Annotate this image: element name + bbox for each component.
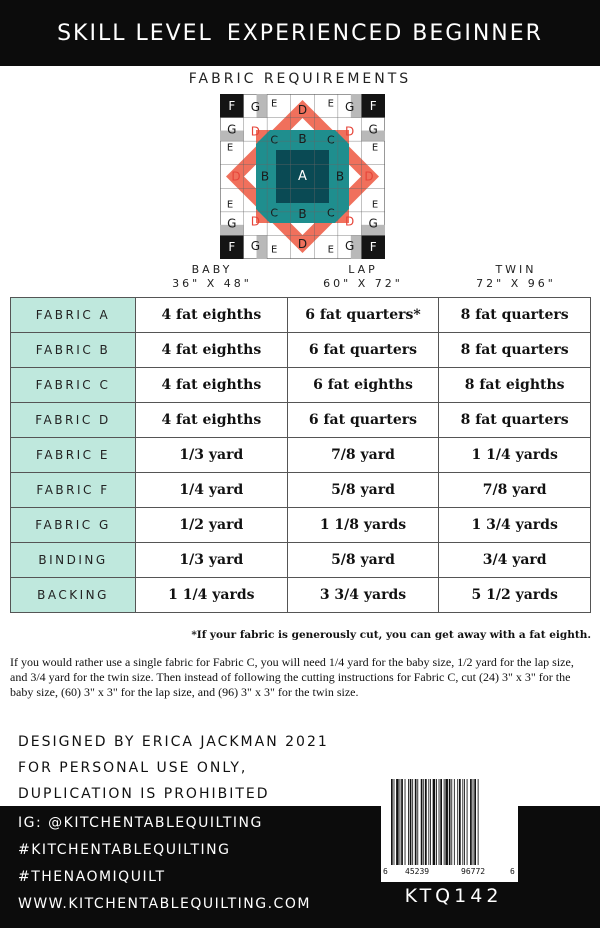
barcode-bar (412, 779, 413, 865)
amount-baby: 4 fat eighths (136, 333, 288, 368)
barcode-digit-left: 6 (383, 867, 388, 876)
quilt-label-g: G (227, 122, 237, 137)
fabric-label: BINDING (11, 543, 136, 578)
amount-twin: 8 fat quarters (439, 333, 591, 368)
barcode-bar (462, 779, 463, 865)
table-row (11, 438, 591, 473)
quilt-label-a: A (298, 169, 307, 184)
table-row (11, 333, 591, 368)
quilt-label-d: D (297, 103, 308, 117)
quilt-label-g: G (250, 239, 261, 254)
barcode-bar (430, 779, 431, 865)
amount-baby: 4 fat eighths (136, 298, 288, 333)
skill-level-banner (0, 0, 600, 66)
barcode-bar (391, 779, 393, 865)
barcode-bar (417, 779, 418, 865)
size-name: LAP (348, 263, 378, 276)
fabric-label: FABRIC D (11, 403, 136, 438)
size-header-twin (441, 263, 591, 291)
amount-lap: 5/8 yard (287, 543, 439, 578)
social-links (18, 810, 311, 918)
quilt-block-diagram (220, 94, 385, 259)
barcode-group-1: 45239 (405, 867, 430, 876)
size-name: TWIN (495, 263, 537, 276)
amount-lap: 6 fat quarters (287, 403, 439, 438)
barcode-bar (410, 779, 412, 865)
barcode-bar (421, 779, 423, 865)
amount-lap: 6 fat quarters* (287, 298, 439, 333)
amount-baby: 1/3 yard (136, 543, 288, 578)
barcode-bar (440, 779, 442, 865)
barcode-bar (470, 779, 472, 865)
barcode-bar (408, 779, 409, 865)
barcode-digit-right: 6 (510, 867, 515, 876)
amount-twin: 8 fat eighths (439, 368, 591, 403)
table-row (11, 543, 591, 578)
credits (18, 729, 329, 807)
fabric-label: FABRIC C (11, 368, 136, 403)
barcode-bar (457, 779, 458, 865)
quilt-label-e: E (226, 199, 234, 211)
product-sku: KTQ142 (404, 885, 503, 907)
fabric-requirements-title: FABRIC REQUIREMENTS (188, 71, 412, 87)
quilt-label-g: G (368, 216, 378, 231)
size-dims: 36" X 48" (172, 277, 252, 290)
quilt-label-b: B (298, 132, 307, 146)
barcode-bar (428, 779, 429, 865)
table-row (11, 473, 591, 508)
quilt-label-g: G (368, 122, 378, 137)
single-fabric-note: If you would rather use a single fabric for Fabric C, you will need 1/4 yard for the baby size, 1/2 yard for the lap size, and 3/4 yard for the twin size. Then instead of following the cutting instructions for Fabric C, cut (24) 3" x 3" for the baby size, (60) 3" x 3" for the lap size, and (96) 3" x 3" for the twin size. (10, 655, 574, 699)
quilt-label-f: F (228, 240, 236, 255)
barcode-bar (459, 779, 461, 865)
quilt-label-e: E (226, 142, 234, 154)
amount-twin: 5 1/2 yards (439, 578, 591, 613)
quilt-label-f: F (369, 98, 377, 113)
barcode-bar (415, 779, 417, 865)
fabric-label: FABRIC E (11, 438, 136, 473)
quilt-label-g: G (344, 239, 355, 254)
barcode-bar (473, 779, 474, 865)
barcode-bar (405, 779, 406, 865)
quilt-label-e: E (327, 244, 334, 256)
barcode-bar (425, 779, 427, 865)
barcode-bar (439, 779, 440, 865)
quilt-label-c: C (326, 206, 335, 220)
barcode-bar (451, 779, 452, 865)
amount-lap: 7/8 yard (287, 438, 439, 473)
barcode-bar (433, 779, 436, 865)
barcode-bar (449, 779, 451, 865)
barcode (381, 777, 518, 882)
barcode-bar (464, 779, 465, 865)
quilt-label-d: D (250, 214, 260, 229)
quilt-label-c: C (270, 133, 279, 147)
quilt-label-g: G (250, 99, 261, 114)
barcode-bar (401, 779, 403, 865)
barcode-bar (436, 779, 437, 865)
quilt-label-e: E (371, 199, 379, 211)
fabric-label: FABRIC G (11, 508, 136, 543)
website-link[interactable]: WWW.KITCHENTABLEQUILTING.COM (18, 896, 311, 912)
size-header-baby (137, 263, 287, 291)
amount-twin: 8 fat quarters (439, 403, 591, 438)
quilt-label-f: F (369, 240, 377, 255)
quilt-label-g: G (344, 99, 355, 114)
table-row (11, 403, 591, 438)
quilt-label-b: B (335, 169, 345, 184)
table-row (11, 368, 591, 403)
footnote: *If your fabric is generously cut, you can get away with a fat eighth. (191, 629, 591, 641)
quilt-label-d: D (345, 214, 355, 229)
amount-twin: 7/8 yard (439, 473, 591, 508)
personal-use-notice: FOR PERSONAL USE ONLY, (18, 760, 248, 776)
amount-lap: 3 3/4 yards (287, 578, 439, 613)
table-row (11, 578, 591, 613)
amount-lap: 6 fat quarters (287, 333, 439, 368)
table-row (11, 298, 591, 333)
barcode-bar (445, 779, 448, 865)
skill-level-label: SKILL LEVEL (57, 20, 213, 46)
size-dims: 72" X 96" (476, 277, 556, 290)
quilt-label-c: C (270, 206, 279, 220)
barcode-bar (478, 779, 479, 865)
barcode-bar (444, 779, 445, 865)
quilt-label-e: E (371, 142, 379, 154)
barcode-bar (400, 779, 401, 865)
quilt-label-d: D (231, 169, 241, 184)
barcode-group-2: 96772 (461, 867, 486, 876)
quilt-label-b: B (260, 169, 270, 184)
fabric-label: FABRIC A (11, 298, 136, 333)
amount-lap: 1 1/8 yards (287, 508, 439, 543)
barcode-bar (474, 779, 476, 865)
barcode-bar (467, 779, 468, 865)
size-dims: 60" X 72" (323, 277, 403, 290)
fabric-requirements-table (10, 297, 591, 613)
amount-baby: 1 1/4 yards (136, 578, 288, 613)
amount-baby: 4 fat eighths (136, 403, 288, 438)
size-name: BABY (191, 263, 233, 276)
barcode-bars (387, 779, 512, 867)
amount-twin: 3/4 yard (439, 543, 591, 578)
fabric-label: BACKING (11, 578, 136, 613)
amount-lap: 5/8 yard (287, 473, 439, 508)
quilt-label-d: D (345, 124, 355, 139)
quilt-label-d: D (364, 169, 374, 184)
barcode-bar (454, 779, 455, 865)
quilt-label-e: E (271, 98, 278, 110)
skill-level-value: EXPERIENCED BEGINNER (226, 20, 543, 46)
size-header-lap (288, 263, 438, 291)
designer-credit: DESIGNED BY ERICA JACKMAN 2021 (18, 734, 329, 750)
amount-baby: 4 fat eighths (136, 368, 288, 403)
amount-twin: 1 3/4 yards (439, 508, 591, 543)
amount-twin: 1 1/4 yards (439, 438, 591, 473)
instagram-handle[interactable]: IG: @KITCHENTABLEQUILTING (18, 815, 263, 831)
quilt-label-d: D (297, 237, 308, 251)
barcode-bar (423, 779, 424, 865)
quilt-label-e: E (271, 244, 278, 256)
fabric-label: FABRIC F (11, 473, 136, 508)
barcode-bar (394, 779, 395, 865)
quilt-label-c: C (326, 133, 335, 147)
barcode-bar (396, 779, 399, 865)
hashtag-kitchentablequilting[interactable]: #KITCHENTABLEQUILTING (18, 842, 231, 858)
duplication-notice: DUPLICATION IS PROHIBITED (18, 786, 270, 802)
quilt-label-g: G (227, 216, 237, 231)
fabric-label: FABRIC B (11, 333, 136, 368)
amount-baby: 1/2 yard (136, 508, 288, 543)
hashtag-thenaomiquilt[interactable]: #THENAOMIQUILT (18, 869, 166, 885)
quilt-label-e: E (327, 98, 334, 110)
amount-twin: 8 fat quarters (439, 298, 591, 333)
table-row (11, 508, 591, 543)
amount-baby: 1/3 yard (136, 438, 288, 473)
quilt-label-b: B (298, 207, 307, 221)
quilt-label-d: D (250, 124, 260, 139)
amount-lap: 6 fat eighths (287, 368, 439, 403)
amount-baby: 1/4 yard (136, 473, 288, 508)
quilt-label-f: F (228, 98, 236, 113)
